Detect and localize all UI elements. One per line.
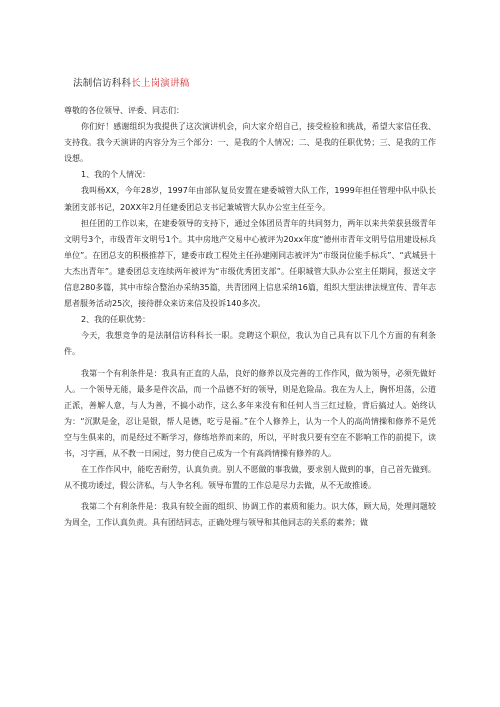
paragraph: 我第二个有利条件是：我具有较全面的组织、协调工作的素质和能力。识大体，顾大局，处理问题较为周全，工作认真负责。具有团结同志，正确处理与领导和其他同志的关系的素养；做 bbox=[64, 502, 436, 528]
salutation: 尊敬的各位领导、评委、同志们： bbox=[64, 106, 184, 115]
document-title bbox=[73, 75, 189, 89]
paragraph: 我第一个有利条件是：我具有正直的人品，良好的修养以及完善的工作作风，做为领导，必须先做好人。一个领导无能，最多是件次品，而一个品德不好的领导，则是危险品。我在为人上，胸怀坦荡，公道正派，善解人意，与人为善，不搞小动作，这么多年来没有和任何人当三红过脸，背后搞过人。始终认为：“沉默是金，忍让是银，帮人是德，吃亏是福。”在个人修养上，认为一个人的高尚情操和修养不是凭空与生俱来的，而是经过不断学习，修练培养而来的，所以，平时我只要有空在不影响工作的前提下，读书，习字画，从不教一日闲过，努力使自己成为一个有高尚情操有修养的人。 bbox=[64, 368, 436, 458]
section-heading: 2、我的任职优势： bbox=[81, 315, 151, 325]
paragraph: 在工作作风中，能吃苦耐劳，认真负责。别人不愿做的事我做，要求别人做到的事，自己首先做到。从不揽功诿过，假公济私，与人争名利。领导布置的工作总是尽力去做，从不无故推诿。 bbox=[64, 465, 436, 491]
paragraph: 今天，我想竞争的是法制信访科科长一职。竞聘这个职位，我认为自己具有以下几个方面的有利条件。 bbox=[64, 331, 436, 357]
paragraph: 你们好！感谢组织为我提供了这次演讲机会，向大家介绍自己，接受检验和挑战，希望大家信任我、支持我。我今天演讲的内容分为三个部分：一、是我的个人情况；二、是我的任职优势；三、是我的工作设想。 bbox=[64, 122, 436, 164]
paragraph: 我叫杨XX，今年28岁，1997年由部队复员安置在建委城管大队工作，1999年担任管理中队中队长兼团支部书记，20XX年2月任建委团总支书记兼城管大队办公室主任至今。 bbox=[64, 186, 436, 212]
title-highlight: 长上岗演讲稿 bbox=[131, 78, 190, 89]
section-heading: 1、我的个人情况： bbox=[81, 170, 151, 180]
title-text: 法制信访科科 bbox=[73, 78, 132, 89]
document-body bbox=[64, 103, 436, 531]
paragraph: 担任团的工作以来，在建委领导的支持下，通过全体团员青年的共同努力，两年以来共荣获县级青年文明号3个，市级青年文明号1个。其中房地产交易中心被评为20xx年度“德州市青年文明号信用建设标兵单位”。在团总支的积极推荐下，建委市政工程处主任孙建刚同志被评为“市级岗位能手标兵”、“武城县十大杰出青年”。建委团总支连续两年被评为“市级优秀团支部”。任职城管大队办公室主任期间，报送文字信息280多篇，其中市综合整治办采纳35篇，共青团网上信息采纳16篇，组织大型法律法规宣传、青年志愿者服务活动25次，接待群众来访来信及投诉140多次。 bbox=[64, 218, 436, 309]
